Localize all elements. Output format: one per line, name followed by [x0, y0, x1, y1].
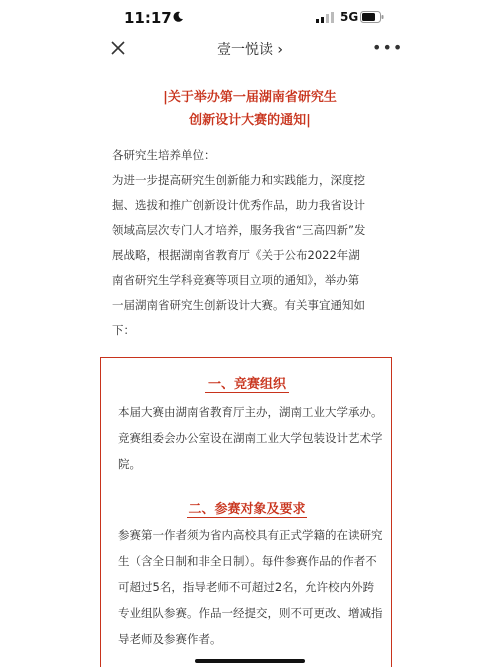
section-underline: [205, 392, 289, 393]
section-line: 可超过5名，指导老师不可超过2名，允许校内外跨: [118, 580, 375, 594]
section-line: 本届大赛由湖南省教育厅主办，湖南工业大学承办。: [118, 405, 383, 419]
moon-icon: [172, 11, 184, 23]
signal-icon: [316, 12, 334, 23]
section-underline: [187, 517, 307, 518]
title-line: |关于举办第一届湖南省研究生: [163, 90, 337, 105]
nav-bar: [0, 32, 500, 68]
section-heading-organization: 一、竞赛组织: [207, 377, 286, 392]
section-line: 导老师及参赛作者。: [118, 632, 222, 646]
intro-line: 一届湖南省研究生创新设计大赛。有关事宜通知如: [112, 298, 365, 312]
sections-box: [100, 357, 392, 667]
intro-line: 掘、选拔和推广创新设计优秀作品，助力我省设计: [112, 198, 365, 212]
more-icon[interactable]: •••: [372, 38, 404, 57]
section-heading-eligibility: 二、参赛对象及要求: [188, 502, 306, 517]
status-time: 11:17: [124, 9, 172, 27]
intro-paragraph: [112, 168, 406, 343]
article-title: [100, 86, 400, 132]
section-line: 生（含全日制和非全日制）。每件参赛作品的作者不: [118, 554, 377, 568]
section-body-eligibility: [118, 522, 388, 652]
title-line: 创新设计大赛的通知|: [189, 113, 311, 128]
intro-line: 南省研究生学科竞赛等项目立项的通知》，举办第: [112, 273, 360, 287]
home-indicator[interactable]: [195, 659, 305, 663]
section-line: 参赛第一作者须为省内高校具有正式学籍的在读研究: [118, 528, 383, 542]
section-body-organization: [118, 399, 388, 477]
intro-line: 下：: [112, 323, 135, 337]
intro-line: 展战略，根据湖南省教育厅《关于公布2022年湖: [112, 248, 360, 262]
network-label: 5G: [340, 10, 359, 24]
section-line: 院。: [118, 457, 141, 471]
battery-icon: [360, 11, 384, 23]
section-line: 专业组队参赛。作品一经提交，则不可更改、增减指: [118, 606, 383, 620]
nav-title[interactable]: 壹一悦读 ›: [216, 42, 284, 58]
greeting: 各研究生培养单位：: [112, 148, 216, 162]
section-line: 竞赛组委会办公室设在湖南工业大学包装设计艺术学: [118, 431, 383, 445]
intro-line: 为进一步提高研究生创新能力和实践能力，深度挖: [112, 173, 365, 187]
intro-line: 领域高层次专门人才培养，服务我省“三高四新”发: [112, 223, 366, 237]
